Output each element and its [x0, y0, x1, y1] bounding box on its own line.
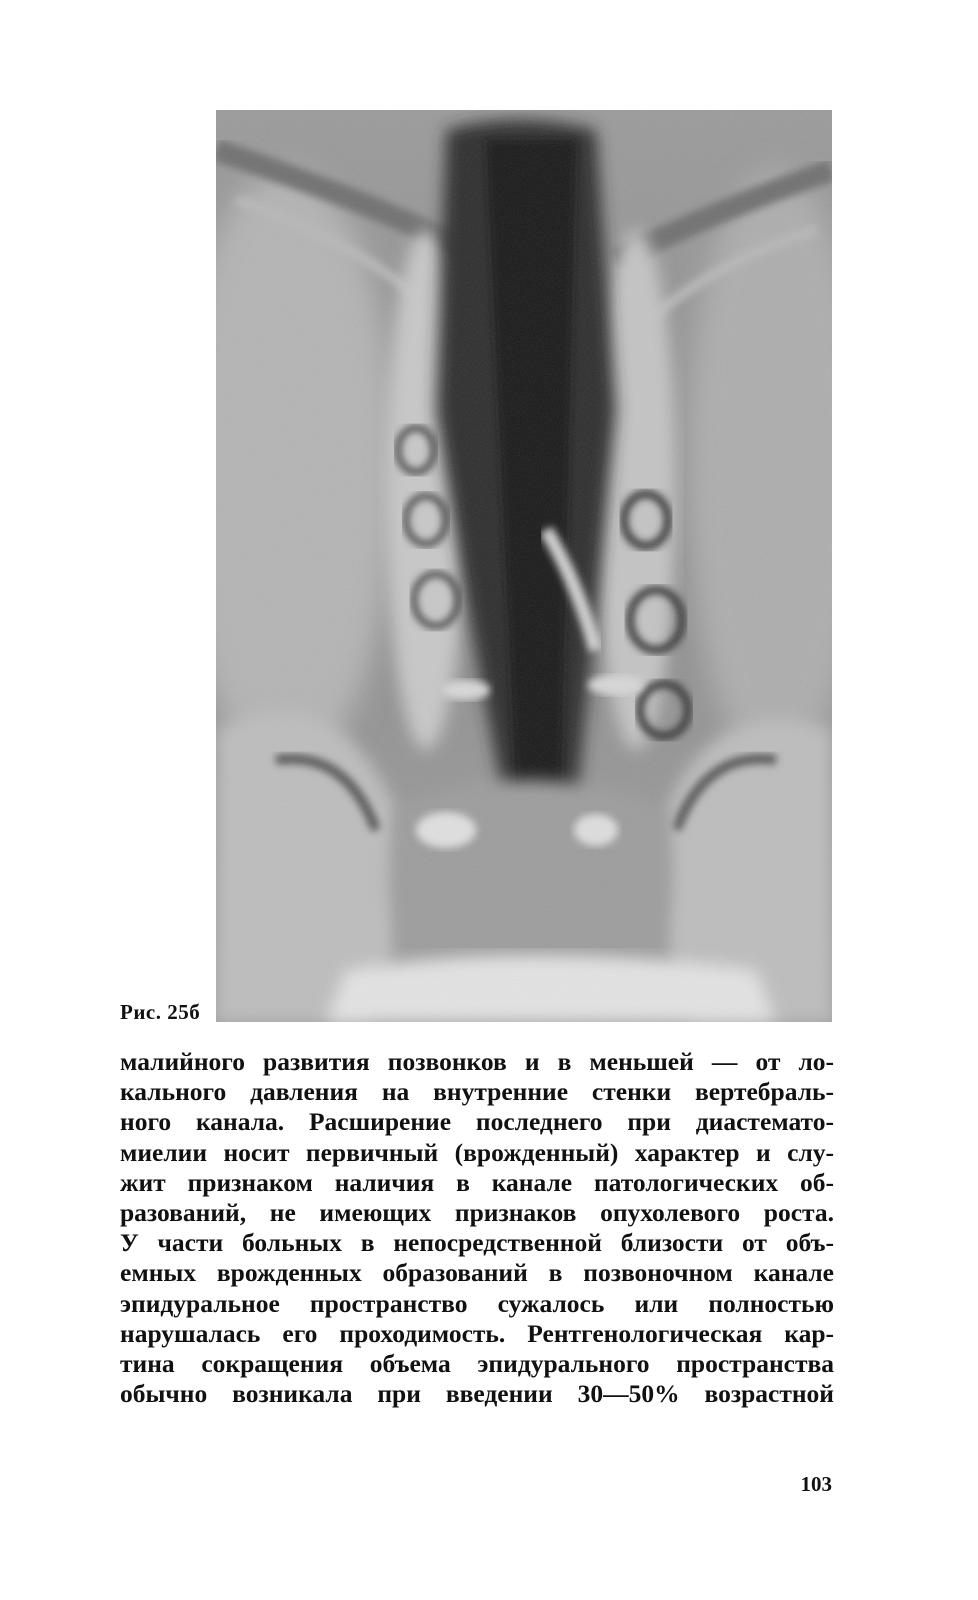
text-line: нарушалась его проходимость. Рентгенологическая кар-	[120, 1318, 834, 1348]
text-line: обычно возникала при введении 30—50% возрастной	[120, 1379, 834, 1409]
body-text	[120, 1047, 834, 1409]
xray-figure	[216, 110, 832, 1022]
spine-xray-image	[216, 110, 832, 1022]
text-line: У части больных в непосредственной близости от объ-	[120, 1228, 834, 1258]
text-line: кального давления на внутренние стенки вертебраль-	[120, 1077, 834, 1107]
text-line: эпидуральное пространство сужалось или полностью	[120, 1288, 834, 1318]
text-line: ного канала. Расширение последнего при диастемато-	[120, 1107, 834, 1137]
text-line: жит признаком наличия в канале патологических об-	[120, 1167, 834, 1197]
text-line: емных врожденных образований в позвоночном канале	[120, 1258, 834, 1288]
text-line: миелии носит первичный (врожденный) характер и слу-	[120, 1137, 834, 1167]
text-line: разований, не имеющих признаков опухолевого роста.	[120, 1197, 834, 1227]
text-line: тина сокращения объема эпидурального пространства	[120, 1348, 834, 1378]
text-line: малийного развития позвонков и в меньшей — от ло-	[120, 1047, 834, 1076]
page-number: 103	[800, 1472, 832, 1496]
figure-caption: Рис. 25б	[120, 1000, 201, 1024]
